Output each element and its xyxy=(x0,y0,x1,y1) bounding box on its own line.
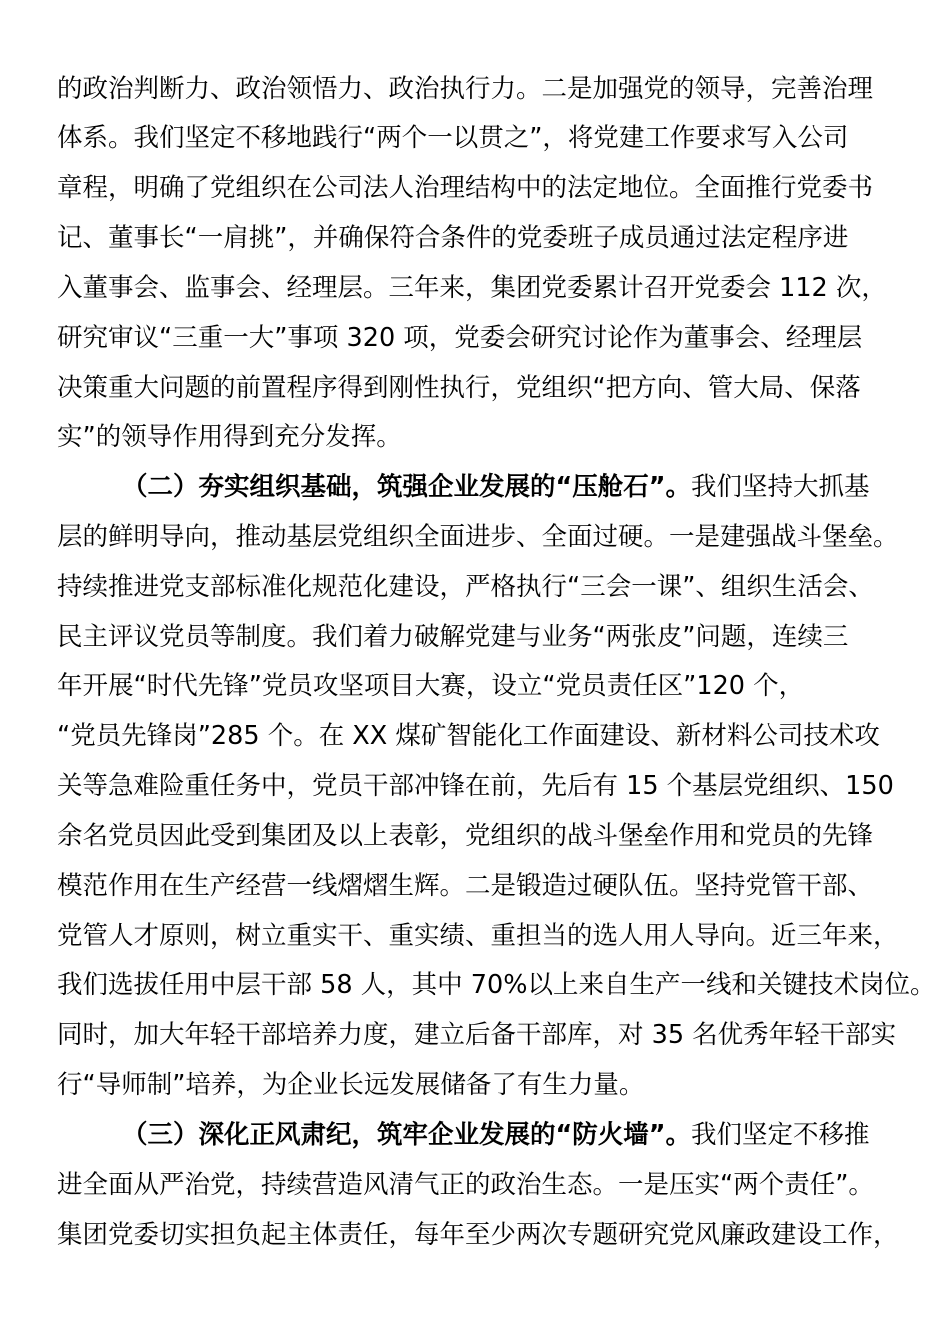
section-two-lead: 我们坚持大抓基 xyxy=(691,472,870,502)
body-line: 记、董事长“一肩挑”，并确保符合条件的党委班子成员通过法定程序进 xyxy=(57,223,849,253)
body-line: 章程，明确了党组织在公司法人治理结构中的法定地位。全面推行党委书 xyxy=(57,173,874,203)
body-line: 层的鲜明导向，推动基层党组织全面进步、全面过硬。一是建强战斗堡垒。 xyxy=(57,522,899,552)
body-line: “党员先锋岗”285 个。在 XX 煤矿智能化工作面建设、新材料公司技术攻 xyxy=(57,721,880,751)
body-line: 研究审议“三重一大”事项 320 项，党委会研究讨论作为董事会、经理层 xyxy=(57,323,863,353)
body-line: 模范作用在生产经营一线熠熠生辉。二是锻造过硬队伍。坚持党管干部、 xyxy=(57,871,874,901)
body-line: 党管人才原则，树立重实干、重实绩、重担当的选人用人导向。近三年来， xyxy=(57,921,899,951)
section-two-paragraph-start xyxy=(122,472,870,502)
body-line: 体系。我们坚定不移地践行“两个一以贯之”，将党建工作要求写入公司 xyxy=(57,123,849,153)
body-line: 年开展“时代先锋”党员攻坚项目大赛，设立“党员责任区”120 个， xyxy=(57,671,805,701)
section-three-paragraph-start xyxy=(122,1120,870,1150)
body-line: 关等急难险重任务中，党员干部冲锋在前，先后有 15 个基层党组织、150 xyxy=(57,771,894,801)
body-line: 行“导师制”培养，为企业长远发展储备了有生力量。 xyxy=(57,1070,645,1100)
body-line: 入董事会、监事会、经理层。三年来，集团党委累计召开党委会 112 次， xyxy=(57,273,887,303)
body-line: 同时，加大年轻干部培养力度，建立后备干部库，对 35 名优秀年轻干部实 xyxy=(57,1020,897,1050)
body-line: 实”的领导作用得到充分发挥。 xyxy=(57,422,402,452)
section-three-lead: 我们坚定不移推 xyxy=(691,1120,870,1150)
body-line: 民主评议党员等制度。我们着力破解党建与业务“两张皮”问题，连续三 xyxy=(57,622,849,652)
body-line: 决策重大问题的前置程序得到刚性执行，党组织“把方向、管大局、保落 xyxy=(57,373,861,403)
body-line: 持续推进党支部标准化规范化建设，严格执行“三会一课”、组织生活会、 xyxy=(57,572,874,602)
body-line: 余名党员因此受到集团及以上表彰，党组织的战斗堡垒作用和党员的先锋 xyxy=(57,821,874,851)
body-line: 的政治判断力、政治领悟力、政治执行力。二是加强党的领导，完善治理 xyxy=(57,74,874,104)
section-two-heading: （二）夯实组织基础，筑强企业发展的“压舱石”。 xyxy=(122,472,692,502)
body-line: 集团党委切实担负起主体责任，每年至少两次专题研究党风廉政建设工作， xyxy=(57,1220,899,1250)
body-line: 我们选拔任用中层干部 58 人，其中 70%以上来自生产一线和关键技术岗位。 xyxy=(57,970,936,1000)
section-three-heading: （三）深化正风肃纪，筑牢企业发展的“防火墙”。 xyxy=(122,1120,692,1150)
body-line: 进全面从严治党，持续营造风清气正的政治生态。一是压实“两个责任”。 xyxy=(57,1170,874,1200)
